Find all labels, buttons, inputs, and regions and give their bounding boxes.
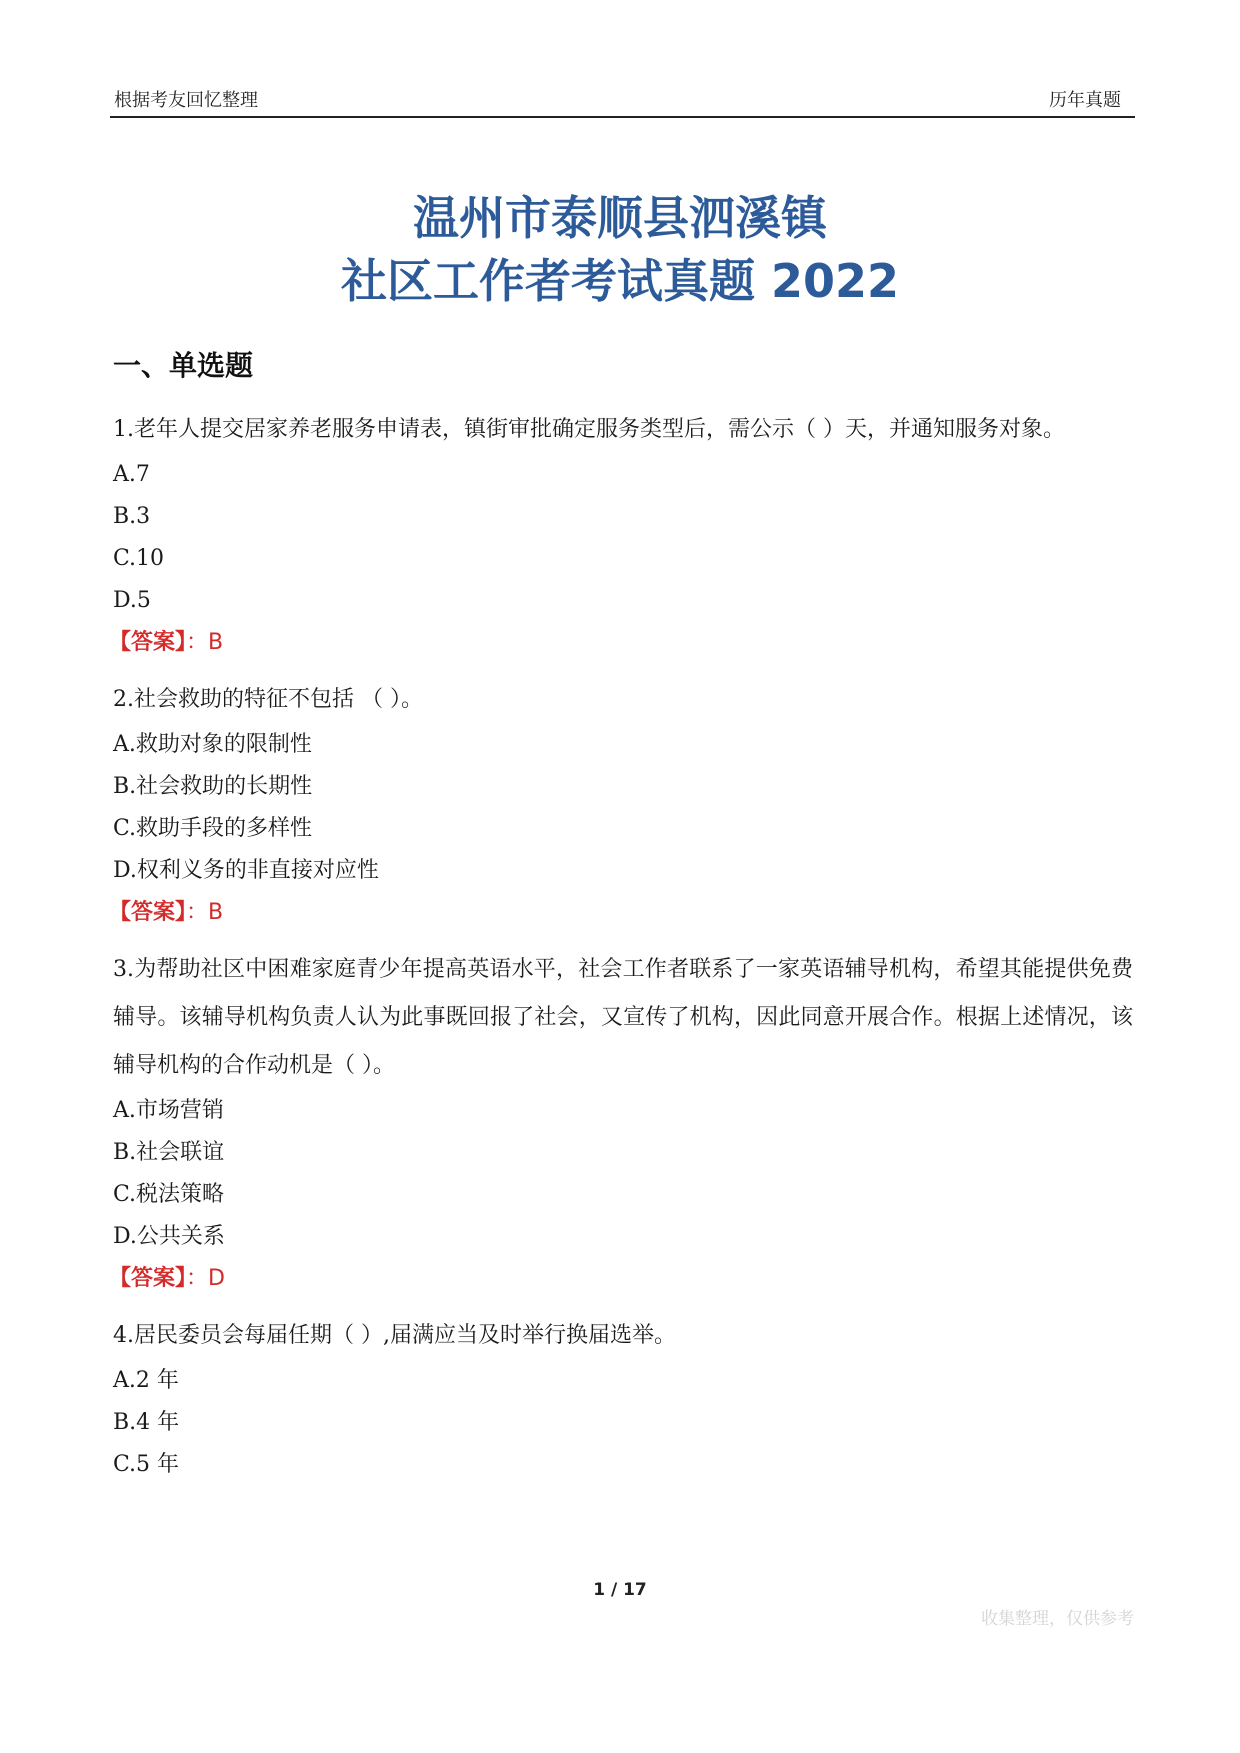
question-text: 4.居民委员会每届任期（ ）,届满应当及时举行换届选举。 [113, 1323, 676, 1348]
option-a: A.救助对象的限制性 [113, 732, 312, 757]
option-c: C.10 [113, 546, 165, 571]
option-c: C.救助手段的多样性 [113, 816, 313, 841]
option-a: A.2 年 [113, 1368, 179, 1393]
option-b: B.社会救助的长期性 [113, 774, 313, 799]
question-text: 1.老年人提交居家养老服务申请表，镇街审批确定服务类型后，需公示（ ）天，并通知服务对象。 [113, 417, 1065, 442]
document-title-line-2: 社区工作者考试真题 2022 [340, 254, 900, 308]
header-left-text: 根据考友回忆整理 [114, 90, 258, 111]
option-b: B.3 [113, 504, 151, 529]
section-heading: 一、单选题 [113, 349, 254, 382]
question-list [109, 406, 1133, 1486]
header-right-text: 历年真题 [1049, 90, 1121, 111]
question-text: 2.社会救助的特征不包括 （ ）。 [113, 687, 423, 712]
option-b: B.社会联谊 [113, 1140, 225, 1165]
answer-value: ：B [186, 630, 224, 655]
answer-label: 【答案】 [109, 900, 187, 925]
question-block [109, 946, 1133, 1300]
option-c: C.5 年 [113, 1452, 180, 1477]
answer-value: ：B [186, 900, 224, 925]
answer-line [109, 622, 1133, 664]
option-d: D.5 [113, 588, 151, 613]
footer-note: 收集整理，仅供参考 [981, 1609, 1134, 1629]
option-c: C.税法策略 [113, 1182, 225, 1207]
page-number: 1 / 17 [593, 1580, 647, 1600]
answer-line [109, 1258, 1133, 1300]
option-a: A.市场营销 [113, 1098, 224, 1123]
answer-line [109, 892, 1133, 934]
document-title-line-1: 温州市泰顺县泗溪镇 [413, 191, 827, 245]
option-b: B.4 年 [113, 1410, 180, 1435]
question-block [113, 1312, 1133, 1486]
question-block [109, 676, 1133, 934]
option-d: D.权利义务的非直接对应性 [113, 858, 379, 883]
option-d: D.公共关系 [113, 1224, 225, 1249]
option-a: A.7 [113, 462, 150, 487]
answer-label: 【答案】 [109, 1266, 187, 1291]
question-text: 3.为帮助社区中困难家庭青少年提高英语水平，社会工作者联系了一家英语辅导机构，希望其能提供免费辅导。该辅导机构负责人认为此事既回报了社会，又宣传了机构，因此同意开展合作。根据上述情况，该辅导机构的合作动机是（ ）。 [113, 957, 1133, 1078]
question-block [109, 406, 1133, 664]
answer-value: ：D [186, 1266, 225, 1291]
page-header [110, 84, 1135, 118]
answer-label: 【答案】 [109, 630, 187, 655]
